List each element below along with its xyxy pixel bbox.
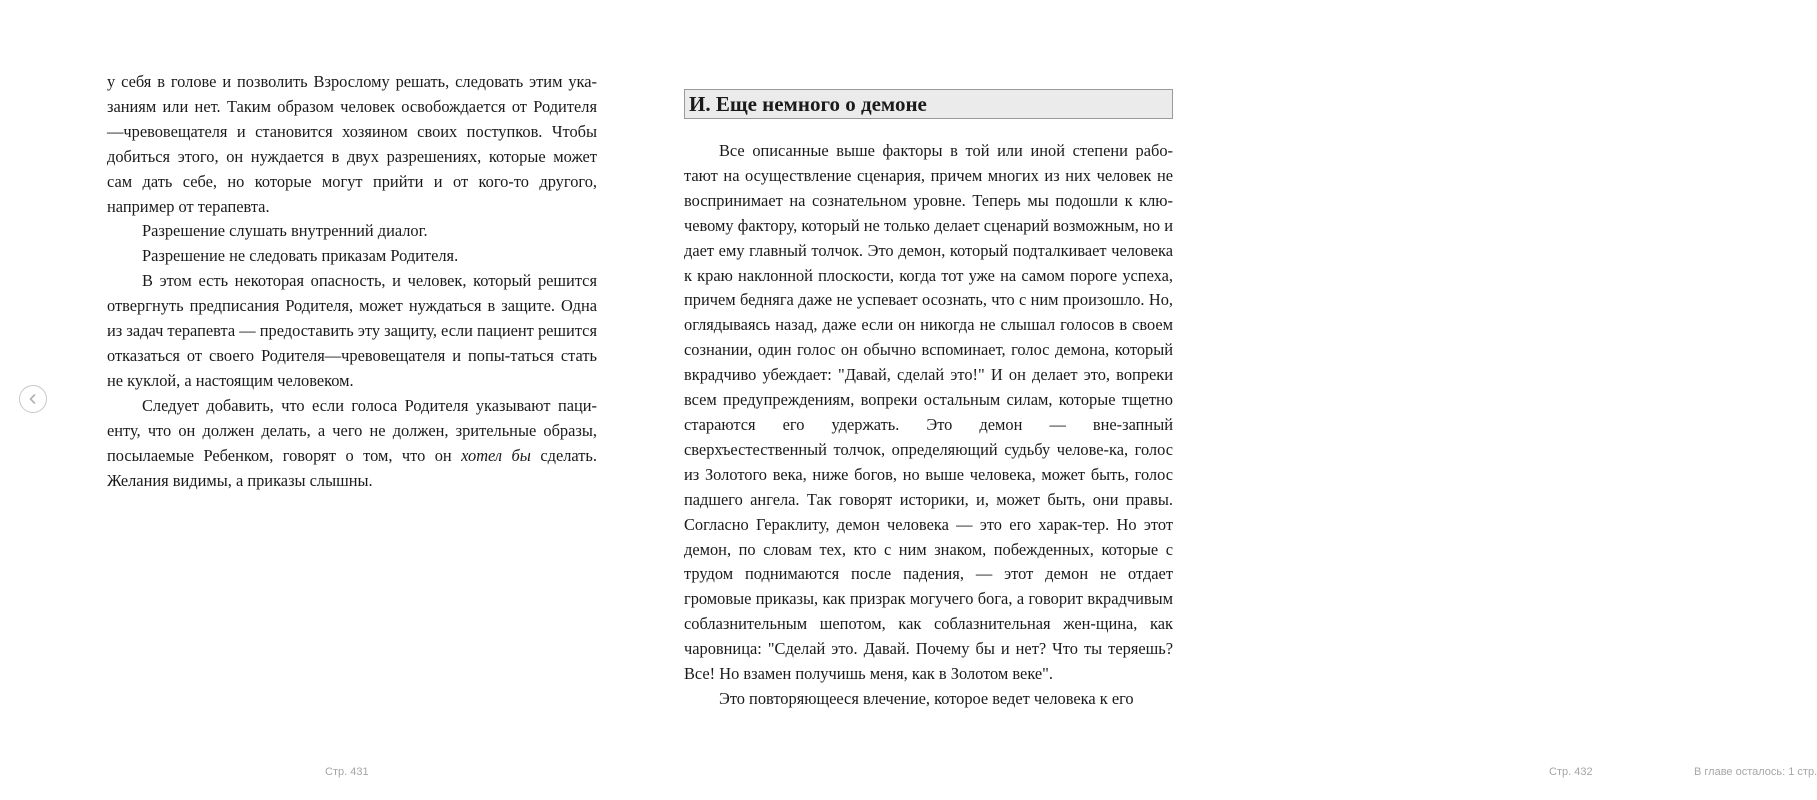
chapter-pages-remaining: В главе осталось: 1 стр.	[1694, 766, 1817, 778]
paragraph-text: Это повторяющееся влечение, которое ведет человека к его	[719, 688, 1134, 708]
paragraph-text: у себя в голове и позволить Взрослому решать, следовать этим ука-заниям или нет. Таким образом человек освобождается от Родителя —чревовещателя и становится хозяином своих поступков. Чтобы добиться этого, он нуждается в двух разрешениях, которые может сам дать себе, но которые могут прийти и от кого-то другого, например от терапевта.	[107, 72, 597, 216]
right-page-paragraph	[684, 687, 1173, 712]
left-page-paragraph	[107, 269, 597, 394]
right-page-text	[684, 139, 1173, 712]
chapter-heading: И. Еще немного о демоне	[684, 89, 1173, 119]
chevron-left-icon	[27, 393, 39, 405]
previous-page-button[interactable]	[19, 385, 47, 413]
left-page-paragraph	[107, 244, 597, 269]
page-number-left: Стр. 431	[325, 766, 369, 778]
right-page-paragraph	[684, 139, 1173, 687]
left-page-paragraph	[107, 70, 597, 219]
left-page-text	[107, 70, 597, 493]
left-page	[0, 0, 640, 800]
paragraph-text: Разрешение не следовать приказам Родителя.	[142, 246, 459, 266]
emphasized-text: хотел бы	[461, 445, 531, 465]
left-page-paragraph	[107, 219, 597, 244]
page-number-right: Стр. 432	[1549, 766, 1593, 778]
paragraph-text: В этом есть некоторая опасность, и человек, который решится отвергнуть предписания Родителя, может нуждаться в защите. Одна из задач терапевта — предоставить эту защиту, если пациент решится отказаться от своего Родителя—чревовещателя и попы-таться стать не куклой, а настоящим человеком.	[107, 271, 597, 390]
paragraph-text: Все описанные выше факторы в той или иной степени рабо-тают на осуществление сценария, причем многих из них человек не воспринимает на сознательном уровне. Теперь мы подошли к клю-чевому фактору, который не только делает сценарий возможным, но и дает ему главный толчок. Это демон, который подталкивает человека к краю наклонной плоскости, когда тот уже на самом пороге успеха, причем бедняга даже не успевает осознать, что с ним произошло. Но, оглядываясь назад, даже если он никогда не слышал голосов в своем сознании, один голос он обычно вспоминает, голос демона, который вкрадчиво убеждает: "Давай, сделай это!" И он делает это, вопреки всем предупреждениям, вопреки остальным силам, которые тщетно стараются его удержать. Это демон — вне-запный сверхъестественный толчок, определяющий судьбу челове-ка, голос из Золотого века, ниже богов, но выше человека, может быть, голос падшего ангела. Так говорят историки, и, может быть, они правы. Согласно Гераклиту, демон человека — это его харак-тер. Но этот демон, по словам тех, кто с ним знаком, побежденных, которые с трудом поднимаются после падения, — этот демон не отдает громовые приказы, как призрак могучего бога, а говорит вкрадчивым соблазнительным шепотом, как соблазнительная жен-щина, как чаровница: "Сделай это. Давай. Почему бы и нет? Что ты теряешь? Все! Но взамен получишь меня, как в Золотом веке".	[684, 141, 1173, 684]
paragraph-text: Разрешение слушать внутренний диалог.	[142, 221, 428, 241]
paragraph-text: Следует добавить, что если голоса Родителя указывают паци-енту, что он должен делать, а чего не должен, зрительные образы, посылаемые Ребенком, говорят о том, что он	[107, 395, 597, 465]
left-page-paragraph	[107, 394, 597, 494]
paragraph-text: сделать. Желания видимы, а приказы слышны.	[107, 445, 597, 490]
